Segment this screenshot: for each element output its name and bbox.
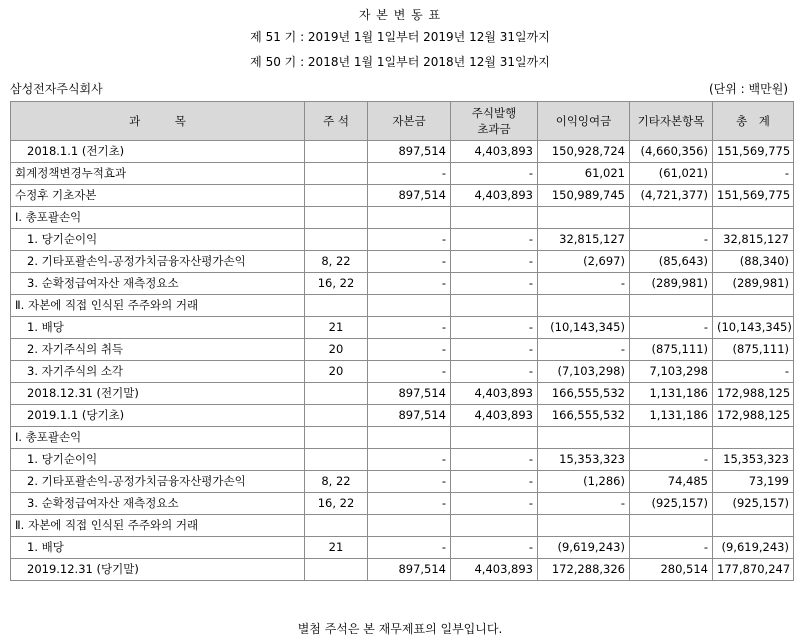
row-note: 8, 22 — [305, 251, 368, 273]
row-note — [305, 185, 368, 207]
header-total: 총 계 — [713, 102, 794, 141]
cell-premium: - — [451, 229, 538, 251]
row-note — [305, 427, 368, 449]
cell-total: 172,988,125 — [713, 383, 794, 405]
cell-retained — [538, 427, 630, 449]
cell-total: - — [713, 361, 794, 383]
row-note — [305, 515, 368, 537]
cell-total — [713, 515, 794, 537]
row-note — [305, 295, 368, 317]
row-label: 2. 기타포괄손익-공정가치금융자산평가손익 — [11, 471, 305, 493]
cell-total: 32,815,127 — [713, 229, 794, 251]
table-row — [11, 559, 794, 581]
cell-capital: - — [368, 317, 451, 339]
table-row — [11, 449, 794, 471]
row-label: 회계정책변경누적효과 — [11, 163, 305, 185]
cell-capital — [368, 207, 451, 229]
row-label: 3. 순확정급여자산 재측정요소 — [11, 493, 305, 515]
equity-statement-table — [10, 101, 794, 581]
cell-total: (925,157) — [713, 493, 794, 515]
cell-premium: 4,403,893 — [451, 185, 538, 207]
table-row — [11, 163, 794, 185]
cell-premium: 4,403,893 — [451, 405, 538, 427]
cell-premium: 4,403,893 — [451, 141, 538, 163]
unit-label: (단위 : 백만원) — [709, 82, 788, 96]
cell-other — [630, 427, 713, 449]
header-other: 기타자본항목 — [630, 102, 713, 141]
row-note: 20 — [305, 339, 368, 361]
cell-capital: 897,514 — [368, 559, 451, 581]
cell-premium: - — [451, 537, 538, 559]
statement-title: 자 본 변 동 표 — [358, 8, 442, 22]
cell-other — [630, 207, 713, 229]
cell-retained: (7,103,298) — [538, 361, 630, 383]
row-note: 21 — [305, 317, 368, 339]
cell-other: 7,103,298 — [630, 361, 713, 383]
table-row — [11, 295, 794, 317]
table-row — [11, 141, 794, 163]
row-label: 1. 당기순이익 — [11, 229, 305, 251]
header-row — [11, 102, 794, 141]
cell-other: 1,131,186 — [630, 405, 713, 427]
cell-other: (4,721,377) — [630, 185, 713, 207]
row-label: 3. 순확정급여자산 재측정요소 — [11, 273, 305, 295]
row-label: 2018.1.1 (전기초) — [11, 141, 305, 163]
table-row — [11, 537, 794, 559]
cell-capital: 897,514 — [368, 383, 451, 405]
cell-retained: 15,353,323 — [538, 449, 630, 471]
cell-retained — [538, 515, 630, 537]
cell-other: 74,485 — [630, 471, 713, 493]
header-item: 과 목 — [11, 102, 305, 141]
header-note: 주 석 — [305, 102, 368, 141]
cell-total — [713, 207, 794, 229]
row-label: 2. 자기주식의 취득 — [11, 339, 305, 361]
cell-retained: (2,697) — [538, 251, 630, 273]
table-row — [11, 251, 794, 273]
row-note — [305, 207, 368, 229]
table-row — [11, 273, 794, 295]
table-row — [11, 229, 794, 251]
row-label: 2019.12.31 (당기말) — [11, 559, 305, 581]
row-note — [305, 559, 368, 581]
cell-retained: 166,555,532 — [538, 405, 630, 427]
header-premium-line2: 초과금 — [477, 122, 511, 136]
cell-total: (875,111) — [713, 339, 794, 361]
cell-total — [713, 295, 794, 317]
cell-total: (10,143,345) — [713, 317, 794, 339]
cell-other — [630, 515, 713, 537]
cell-retained — [538, 207, 630, 229]
cell-capital: - — [368, 339, 451, 361]
row-note: 8, 22 — [305, 471, 368, 493]
table-row — [11, 427, 794, 449]
cell-total: (9,619,243) — [713, 537, 794, 559]
cell-other: - — [630, 449, 713, 471]
cell-other: - — [630, 317, 713, 339]
header-capital: 자본금 — [368, 102, 451, 141]
cell-capital: - — [368, 361, 451, 383]
cell-premium: - — [451, 163, 538, 185]
cell-capital: 897,514 — [368, 185, 451, 207]
cell-total: 73,199 — [713, 471, 794, 493]
cell-premium: - — [451, 493, 538, 515]
cell-total: 177,870,247 — [713, 559, 794, 581]
table-row — [11, 383, 794, 405]
row-label: 2019.1.1 (당기초) — [11, 405, 305, 427]
cell-retained: 172,288,326 — [538, 559, 630, 581]
row-label: 수정후 기초자본 — [11, 185, 305, 207]
row-label: Ⅱ. 자본에 직접 인식된 주주와의 거래 — [11, 295, 305, 317]
cell-premium: - — [451, 449, 538, 471]
row-label: 1. 당기순이익 — [11, 449, 305, 471]
cell-premium — [451, 295, 538, 317]
cell-retained: - — [538, 339, 630, 361]
cell-other: (85,643) — [630, 251, 713, 273]
row-note — [305, 141, 368, 163]
cell-premium: - — [451, 471, 538, 493]
cell-other: (4,660,356) — [630, 141, 713, 163]
cell-capital: - — [368, 251, 451, 273]
cell-retained: 150,989,745 — [538, 185, 630, 207]
cell-total: 172,988,125 — [713, 405, 794, 427]
cell-retained: 150,928,724 — [538, 141, 630, 163]
cell-total: - — [713, 163, 794, 185]
cell-capital: - — [368, 449, 451, 471]
table-row — [11, 339, 794, 361]
cell-total: 151,569,775 — [713, 141, 794, 163]
header-premium — [451, 102, 538, 141]
table-row — [11, 185, 794, 207]
period-prior: 제 50 기 : 2018년 1월 1일부터 2018년 12월 31일까지 — [250, 55, 550, 69]
cell-premium: 4,403,893 — [451, 383, 538, 405]
cell-retained: - — [538, 273, 630, 295]
cell-total: 15,353,323 — [713, 449, 794, 471]
row-label: Ⅰ. 총포괄손익 — [11, 207, 305, 229]
row-label: 1. 배당 — [11, 317, 305, 339]
table-row — [11, 317, 794, 339]
table-row — [11, 471, 794, 493]
row-label: Ⅱ. 자본에 직접 인식된 주주와의 거래 — [11, 515, 305, 537]
cell-retained: (9,619,243) — [538, 537, 630, 559]
row-note: 20 — [305, 361, 368, 383]
cell-retained: 61,021 — [538, 163, 630, 185]
cell-capital — [368, 427, 451, 449]
cell-premium: 4,403,893 — [451, 559, 538, 581]
cell-premium — [451, 207, 538, 229]
cell-other — [630, 295, 713, 317]
cell-retained — [538, 295, 630, 317]
row-label: 3. 자기주식의 소각 — [11, 361, 305, 383]
cell-premium: - — [451, 273, 538, 295]
cell-total — [713, 427, 794, 449]
footer-note: 별첨 주석은 본 재무제표의 일부입니다. — [297, 622, 503, 636]
cell-capital: 897,514 — [368, 405, 451, 427]
cell-other: (875,111) — [630, 339, 713, 361]
cell-capital: - — [368, 537, 451, 559]
header-retained: 이익잉여금 — [538, 102, 630, 141]
table-row — [11, 361, 794, 383]
cell-other: - — [630, 229, 713, 251]
row-note — [305, 229, 368, 251]
cell-premium: - — [451, 361, 538, 383]
cell-capital — [368, 295, 451, 317]
cell-retained: - — [538, 493, 630, 515]
cell-total: (88,340) — [713, 251, 794, 273]
cell-retained: 32,815,127 — [538, 229, 630, 251]
cell-capital: - — [368, 471, 451, 493]
table-row — [11, 493, 794, 515]
row-label: Ⅰ. 총포괄손익 — [11, 427, 305, 449]
row-note — [305, 405, 368, 427]
row-note — [305, 383, 368, 405]
cell-premium: - — [451, 251, 538, 273]
cell-capital: - — [368, 229, 451, 251]
row-note — [305, 449, 368, 471]
table-body — [11, 141, 794, 581]
row-label: 2. 기타포괄손익-공정가치금융자산평가손익 — [11, 251, 305, 273]
cell-other: 280,514 — [630, 559, 713, 581]
period-current: 제 51 기 : 2019년 1월 1일부터 2019년 12월 31일까지 — [250, 30, 550, 44]
table-row — [11, 405, 794, 427]
table-row — [11, 515, 794, 537]
cell-capital: 897,514 — [368, 141, 451, 163]
cell-capital: - — [368, 163, 451, 185]
row-label: 2018.12.31 (전기말) — [11, 383, 305, 405]
cell-total: (289,981) — [713, 273, 794, 295]
row-label: 1. 배당 — [11, 537, 305, 559]
cell-other: 1,131,186 — [630, 383, 713, 405]
cell-retained: 166,555,532 — [538, 383, 630, 405]
cell-retained: (1,286) — [538, 471, 630, 493]
cell-other: (289,981) — [630, 273, 713, 295]
cell-other: (61,021) — [630, 163, 713, 185]
row-note: 21 — [305, 537, 368, 559]
company-name: 삼성전자주식회사 — [10, 82, 103, 96]
row-note: 16, 22 — [305, 273, 368, 295]
cell-other: - — [630, 537, 713, 559]
cell-premium: - — [451, 339, 538, 361]
cell-capital: - — [368, 273, 451, 295]
cell-total: 151,569,775 — [713, 185, 794, 207]
table-row — [11, 207, 794, 229]
header-premium-line1: 주식발행 — [471, 106, 517, 120]
cell-other: (925,157) — [630, 493, 713, 515]
row-note: 16, 22 — [305, 493, 368, 515]
cell-capital: - — [368, 493, 451, 515]
cell-premium — [451, 427, 538, 449]
row-note — [305, 163, 368, 185]
cell-premium: - — [451, 317, 538, 339]
cell-premium — [451, 515, 538, 537]
cell-retained: (10,143,345) — [538, 317, 630, 339]
cell-capital — [368, 515, 451, 537]
